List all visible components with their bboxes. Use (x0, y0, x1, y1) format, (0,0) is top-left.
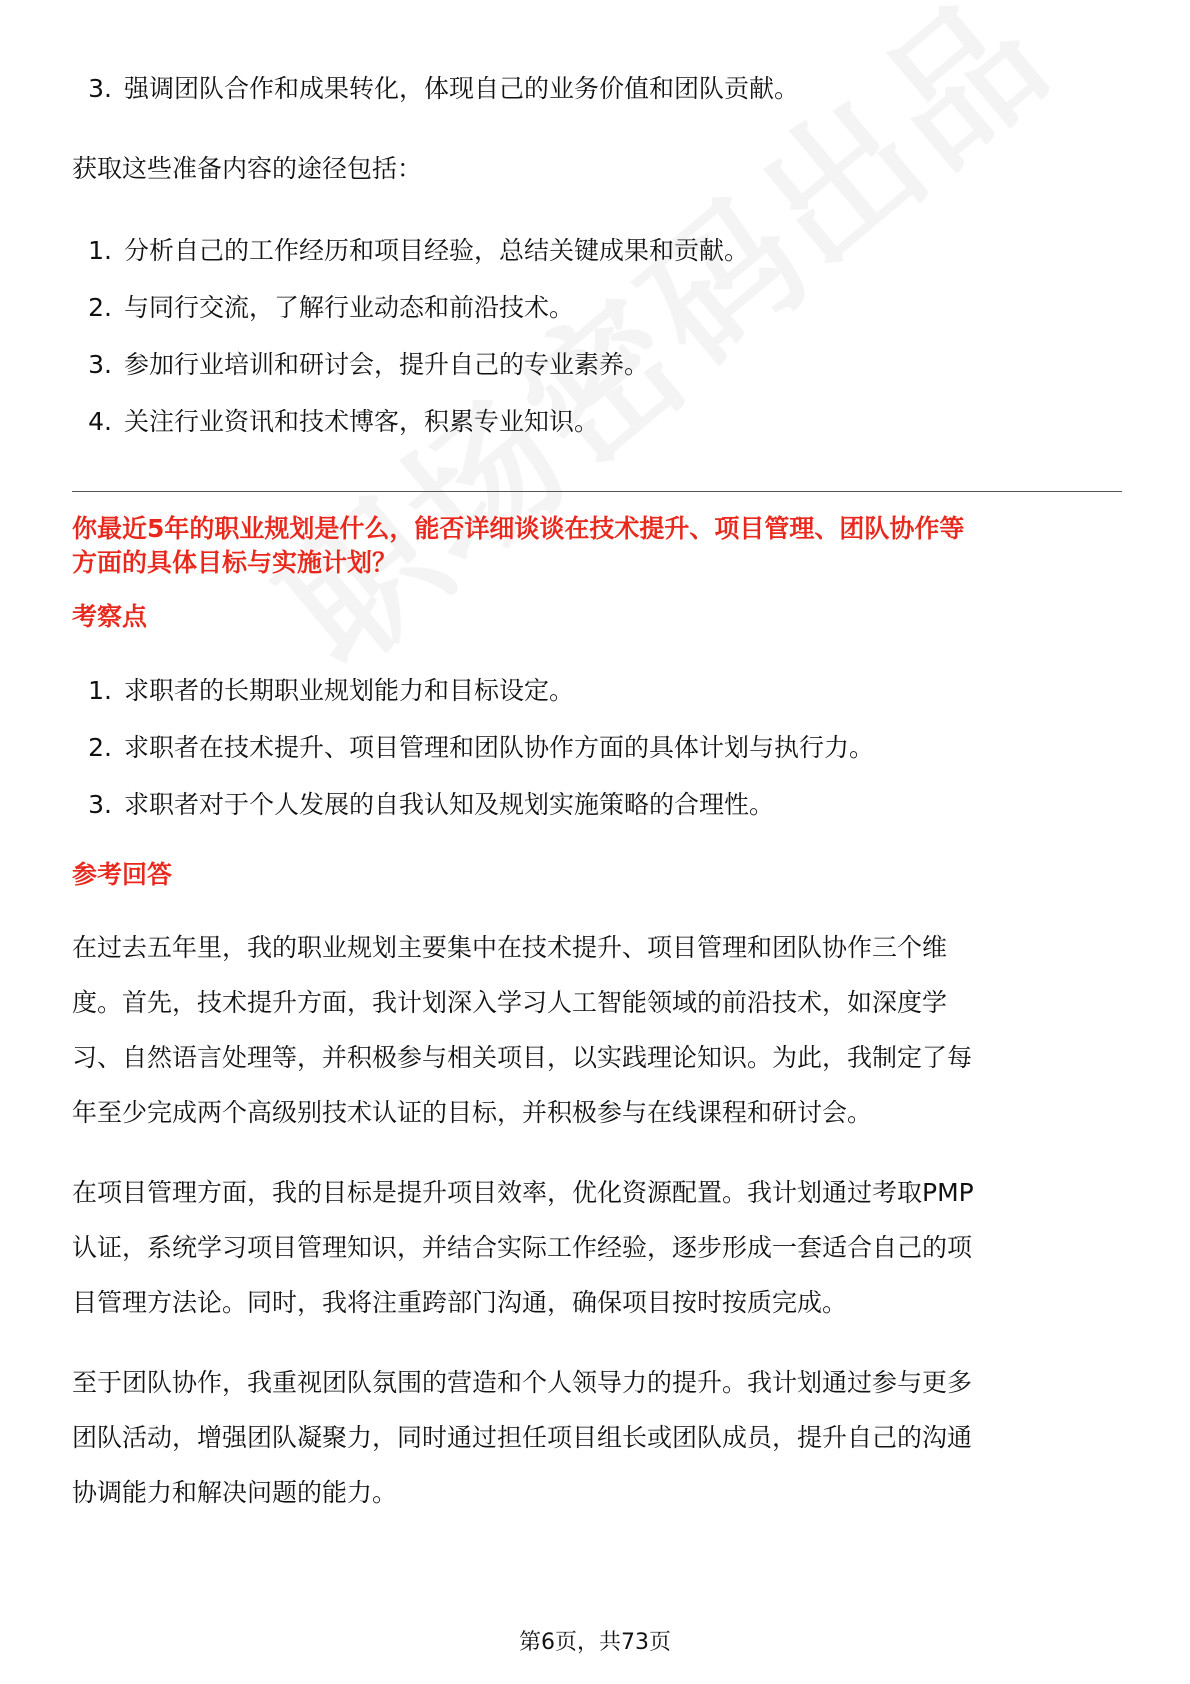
section-divider (72, 491, 1122, 492)
answer-paragraph (72, 1355, 1122, 1520)
answer-paragraph (72, 920, 1122, 1140)
list-number: 1. (88, 236, 112, 265)
question-heading (72, 512, 1122, 580)
list-text: 强调团队合作和成果转化，体现自己的业务价值和团队贡献。 (124, 74, 800, 103)
list-number: 1. (88, 676, 112, 705)
question-line: 方面的具体目标与实施计划？ (72, 548, 398, 577)
page-content (72, 70, 1122, 1520)
page-footer: 第6页，共73页 (519, 1630, 671, 1655)
points-heading: 考察点 (72, 602, 148, 631)
list-item (72, 232, 1122, 270)
list-text: 求职者对于个人发展的自我认知及规划实施策略的合理性。 (124, 790, 775, 819)
paragraph-line: 习、自然语言处理等，并积极参与相关项目，以实践理论知识。为此，我制定了每 (72, 1043, 973, 1072)
list-item (72, 729, 1122, 767)
paragraph-line: 在过去五年里，我的职业规划主要集中在技术提升、项目管理和团队协作三个维 (72, 933, 948, 962)
list-item (72, 70, 1122, 108)
points-list (72, 672, 1122, 824)
list-item (72, 672, 1122, 710)
list-item (72, 346, 1122, 384)
paragraph-line: 在项目管理方面，我的目标是提升项目效率，优化资源配置。我计划通过考取PMP (72, 1178, 974, 1207)
list-item (72, 289, 1122, 327)
answer-heading: 参考回答 (72, 860, 173, 889)
list-number: 3. (88, 350, 112, 379)
list-number: 2. (88, 293, 112, 322)
prep-intro: 获取这些准备内容的途径包括： (72, 154, 423, 183)
list-text: 关注行业资讯和技术博客，积累专业知识。 (124, 407, 600, 436)
paragraph-line: 至于团队协作，我重视团队氛围的营造和个人领导力的提升。我计划通过参与更多 (72, 1368, 973, 1397)
list-text: 求职者的长期职业规划能力和目标设定。 (124, 676, 575, 705)
list-number: 3. (88, 74, 112, 103)
answer-paragraph (72, 1165, 1122, 1330)
list-text: 分析自己的工作经历和项目经验，总结关键成果和贡献。 (124, 236, 750, 265)
paragraph-line: 协调能力和解决问题的能力。 (72, 1478, 398, 1507)
list-item (72, 403, 1122, 441)
paragraph-line: 年至少完成两个高级别技术认证的目标，并积极参与在线课程和研讨会。 (72, 1098, 873, 1127)
paragraph-line: 目管理方法论。同时，我将注重跨部门沟通，确保项目按时按质完成。 (72, 1288, 848, 1317)
paragraph-line: 认证，系统学习项目管理知识，并结合实际工作经验，逐步形成一套适合自己的项 (72, 1233, 973, 1262)
top-list (72, 70, 1122, 108)
paragraph-line: 度。首先，技术提升方面，我计划深入学习人工智能领域的前沿技术，如深度学 (72, 988, 948, 1017)
list-number: 3. (88, 790, 112, 819)
question-line: 你最近5年的职业规划是什么，能否详细谈谈在技术提升、项目管理、团队协作等 (72, 514, 965, 543)
paragraph-line: 团队活动，增强团队凝聚力，同时通过担任项目组长或团队成员，提升自己的沟通 (72, 1423, 973, 1452)
list-item (72, 786, 1122, 824)
prep-list (72, 232, 1122, 441)
list-text: 参加行业培训和研讨会，提升自己的专业素养。 (124, 350, 650, 379)
list-text: 与同行交流，了解行业动态和前沿技术。 (124, 293, 575, 322)
list-text: 求职者在技术提升、项目管理和团队协作方面的具体计划与执行力。 (124, 733, 875, 762)
list-number: 4. (88, 407, 112, 436)
list-number: 2. (88, 733, 112, 762)
